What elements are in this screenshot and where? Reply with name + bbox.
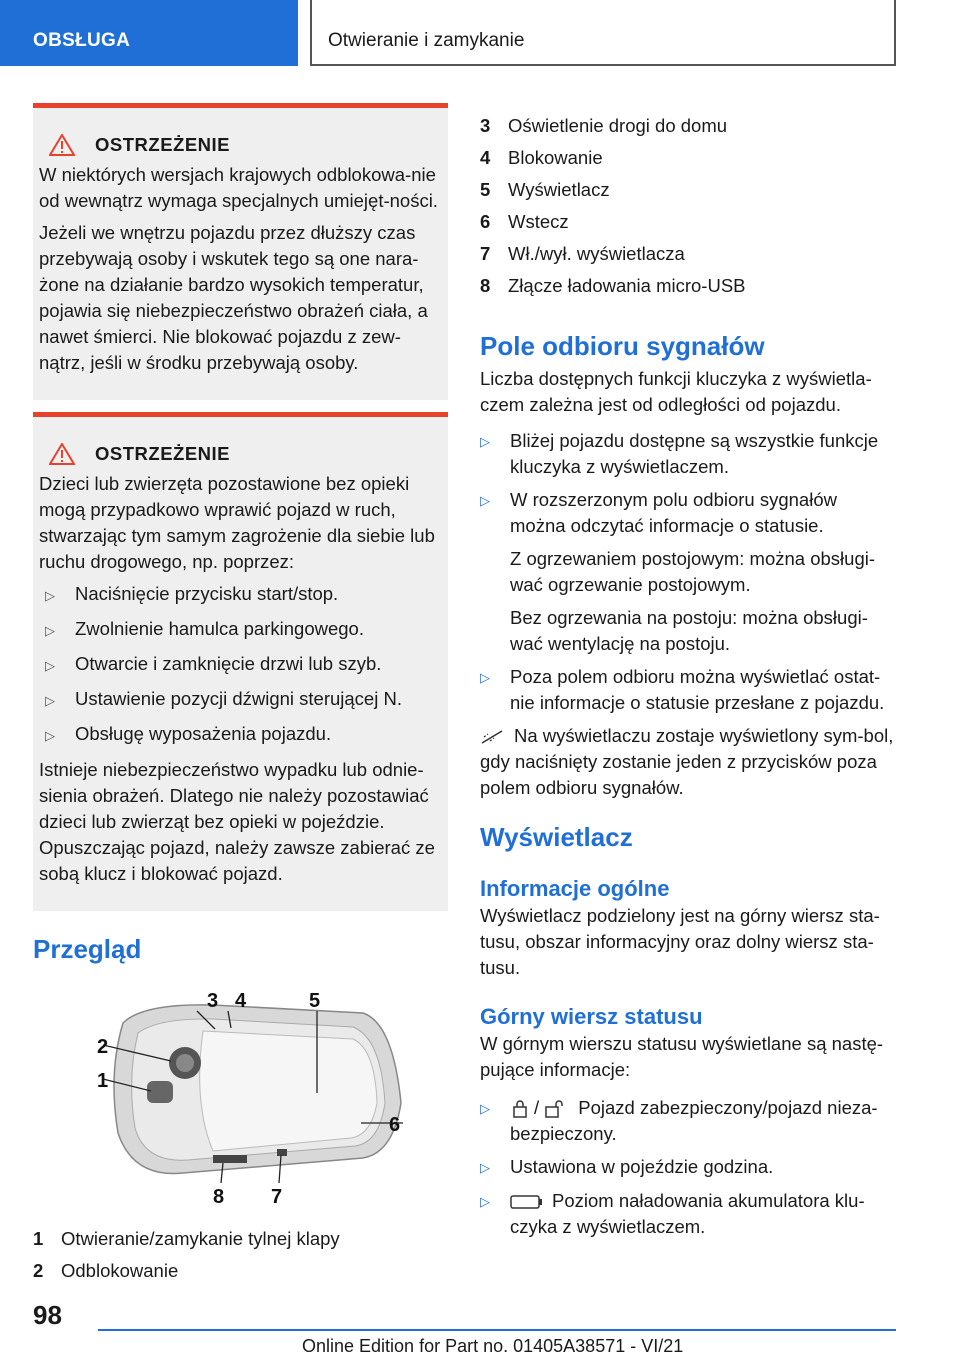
warning-paragraph: Jeżeli we wnętrzu pojazdu przez dłuższy czas przebywają osoby i wskutek tego są one nara-żone na działanie bardzo wysokich temperatur, pojawia się niebezpieczeństwo obrażeń ciała, a nawet śmierci. Nie blokować pojazdu z zew-nątrz, jeśli w środku przebywają osoby. — [39, 222, 428, 373]
reception-list-2 — [480, 664, 896, 716]
list-item: 4 Blokowanie — [480, 147, 603, 168]
top-status-intro: W górnym wierszu statusu wyświetlane są nastę-pujące informacje: — [480, 1033, 884, 1080]
callout-2: 2 — [97, 1036, 109, 1058]
list-item: 3 Oświetlenie drogi do domu — [480, 115, 728, 136]
warning-triangle-icon — [49, 443, 75, 465]
right-column — [480, 110, 896, 1247]
top-status-heading: Górny wiersz statusu — [480, 1004, 703, 1029]
footer-divider — [98, 1329, 896, 1331]
bullet-triangle-icon: ▷ — [480, 1194, 490, 1209]
list-item: 1 Otwieranie/zamykanie tylnej klapy — [33, 1228, 340, 1249]
page-number: 98 — [33, 1300, 62, 1330]
no-signal-icon — [480, 729, 504, 745]
warning-triangle-icon — [49, 134, 75, 156]
warning-title-text: OSTRZEŻENIE — [95, 443, 231, 464]
bullet-triangle-icon: ▷ — [45, 623, 55, 638]
bullet-triangle-icon: ▷ — [45, 728, 55, 743]
callout-6: 6 — [389, 1114, 401, 1136]
lock-open-icon — [543, 1099, 569, 1119]
bullet-triangle-icon: ▷ — [480, 1101, 490, 1116]
display-key-illustration — [63, 983, 403, 1213]
list-item: ▷ Zwolnienie hamulca parkingowego. — [45, 616, 442, 644]
callout-7: 7 — [271, 1186, 283, 1208]
display-key-figure — [63, 983, 403, 1213]
reception-list — [480, 428, 896, 539]
warning-paragraph: W niektórych wersjach krajowych odblokowa-nie od wewnątrz wymaga specjalnych umiejęt-ności. — [39, 164, 438, 211]
reception-intro: Liczba dostępnych funkcji kluczyka z wyświetla-czem zależna jest od odległości od pojazdu. — [480, 368, 872, 415]
list-item: ▷ Naciśnięcie przycisku start/stop. — [45, 581, 442, 609]
battery-icon — [510, 1194, 544, 1210]
display-heading: Wyświetlacz — [480, 822, 633, 852]
overview-list-left — [33, 1223, 448, 1287]
bullet-triangle-icon: ▷ — [45, 658, 55, 673]
list-item: ▷ Ustawienie pozycji dźwigni sterującej N. — [45, 686, 442, 714]
section-tab: OBSŁUGA — [0, 0, 298, 66]
general-info-text: Wyświetlacz podzielony jest na górny wiersz sta-tusu, obszar informacyjny oraz dolny wiersz sta-tusu. — [480, 905, 880, 978]
callout-4: 4 — [235, 990, 247, 1012]
warning-box-1 — [33, 103, 448, 400]
list-item: 6 Wstecz — [480, 211, 569, 232]
warning-paragraph: Istnieje niebezpieczeństwo wypadku lub odnie-sienia obrażeń. Dlatego nie należy pozostawiać dzieci lub zwierząt bez opieki w pojeździe. Opuszczając pojazd, należy zawsze zabierać ze sobą klucz i blokować pojazd. — [39, 759, 435, 884]
list-item: 7 Wł./wył. wyświetlacza — [480, 243, 685, 264]
general-info-heading: Informacje ogólne — [480, 876, 670, 901]
warning-box-2 — [33, 412, 448, 911]
callout-5: 5 — [309, 990, 321, 1012]
bullet-triangle-icon: ▷ — [45, 588, 55, 603]
list-item: 2 Odblokowanie — [33, 1260, 179, 1281]
footer-edition — [302, 1336, 683, 1357]
reception-subtext: Bez ogrzewania na postoju: można obsługi-wać wentylację na postoju. — [510, 607, 868, 654]
overview-heading: Przegląd — [33, 934, 142, 964]
list-item: 8 Złącze ładowania micro-USB — [480, 275, 746, 296]
list-item: ▷ Otwarcie i zamknięcie drzwi lub szyb. — [45, 651, 442, 679]
list-item: ▷ Bliżej pojazdu dostępne są wszystkie funkcje kluczyka z wyświetlaczem. — [480, 428, 896, 480]
reception-note: Na wyświetlaczu zostaje wyświetlony sym-bol, gdy naciśnięty zostanie jeden z przycisków poza polem odbioru sygnałów. — [480, 725, 894, 798]
list-item: ▷ Poziom naładowania akumulatora klu-czyka z wyświetlaczem. — [480, 1188, 896, 1240]
chapter-title: Otwieranie i zamykanie — [310, 0, 896, 66]
warning-list — [45, 581, 442, 749]
warning-paragraph: Dzieci lub zwierzęta pozostawione bez opieki mogą przypadkowo wprawić pojazd w ruch, stwarzając tym samym zagrożenie dla siebie lub ruchu drogowego, np. poprzez: — [39, 473, 435, 572]
list-item: ▷ / Pojazd zabezpieczony/pojazd nieza-bezpieczony. — [480, 1095, 896, 1147]
list-item: ▷ Obsługę wyposażenia pojazdu. — [45, 721, 442, 749]
top-status-list — [480, 1095, 896, 1240]
bullet-triangle-icon: ▷ — [480, 493, 490, 508]
list-item: 5 Wyświetlacz — [480, 179, 610, 200]
bullet-triangle-icon: ▷ — [480, 670, 490, 685]
list-item: ▷ W rozszerzonym polu odbioru sygnałów można odczytać informacje o statusie. — [480, 487, 896, 539]
callout-1: 1 — [97, 1070, 109, 1092]
warning-title-text: OSTRZEŻENIE — [95, 134, 231, 155]
overview-list-right — [480, 110, 896, 302]
warning-title — [39, 132, 442, 158]
callout-8: 8 — [213, 1186, 225, 1208]
lock-closed-icon — [510, 1099, 530, 1119]
left-column — [33, 103, 448, 1287]
bullet-triangle-icon: ▷ — [45, 693, 55, 708]
bullet-triangle-icon: ▷ — [480, 1160, 490, 1175]
edition-text: Online Edition for Part no. 01405A38571 - VI/21 — [302, 1336, 684, 1356]
reception-heading: Pole odbioru sygnałów — [480, 331, 765, 361]
list-item: ▷ Ustawiona w pojeździe godzina. — [480, 1154, 896, 1181]
warning-title — [39, 441, 442, 467]
bullet-triangle-icon: ▷ — [480, 434, 490, 449]
list-item: ▷ Poza polem odbioru można wyświetlać ostat-nie informacje o statusie przesłane z pojazdu. — [480, 664, 896, 716]
callout-3: 3 — [207, 990, 219, 1012]
reception-subtext: Z ogrzewaniem postojowym: można obsługi-wać ogrzewanie postojowym. — [510, 548, 876, 595]
